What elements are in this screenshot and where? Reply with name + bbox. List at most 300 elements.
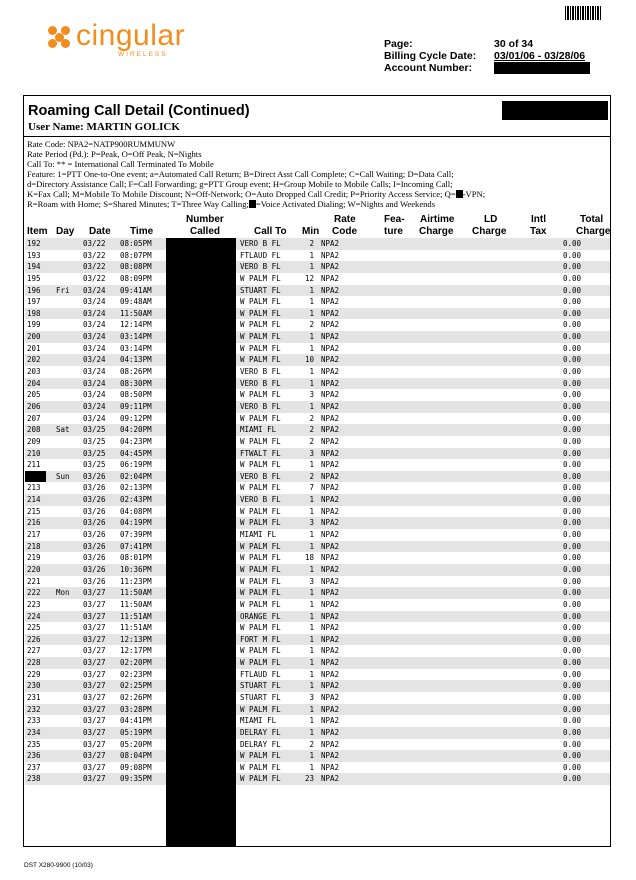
cell-time: 09:41AM xyxy=(120,285,152,295)
cell-time: 02:13PM xyxy=(120,483,152,493)
cell-date: 03/24 xyxy=(83,367,106,377)
cell-min: 3 xyxy=(309,692,314,702)
cell-item: 208 xyxy=(27,425,41,435)
cell-total-charge: 0.00 xyxy=(563,273,582,283)
cell-total-charge: 0.00 xyxy=(563,390,582,400)
code-legend xyxy=(27,139,485,209)
col-airtime-1: Airtime xyxy=(420,214,455,225)
cell-call-to: FTWALT FL xyxy=(240,448,281,458)
cell-min: 1 xyxy=(309,401,314,411)
section-title: Roaming Call Detail (Continued) xyxy=(28,103,250,119)
cell-call-to: W PALM FL xyxy=(240,564,281,574)
cell-call-to: W PALM FL xyxy=(240,390,281,400)
cell-call-to: VERO B FL xyxy=(240,378,281,388)
cell-date: 03/26 xyxy=(83,576,106,586)
cell-call-to: W PALM FL xyxy=(240,460,281,470)
cell-call-to: VERO B FL xyxy=(240,401,281,411)
col-rate-2: Code xyxy=(332,226,357,237)
cell-total-charge: 0.00 xyxy=(563,634,582,644)
cell-time: 08:26PM xyxy=(120,367,152,377)
call-table-body xyxy=(25,238,610,785)
cell-call-to: W PALM FL xyxy=(240,553,281,563)
cell-item: 229 xyxy=(27,669,41,679)
cell-time: 09:35PM xyxy=(120,774,152,784)
page-label: Page: xyxy=(384,38,413,50)
cell-item: 225 xyxy=(27,623,41,633)
cell-item: 195 xyxy=(27,273,41,283)
cell-item: 197 xyxy=(27,297,41,307)
cell-call-to: W PALM FL xyxy=(240,541,281,551)
cell-rate-code: NPA2 xyxy=(321,273,340,283)
cell-item: 220 xyxy=(27,564,41,574)
cell-call-to: VERO B FL xyxy=(240,239,281,248)
cell-call-to: DELRAY FL xyxy=(240,739,281,749)
cell-date: 03/24 xyxy=(83,390,106,400)
table-row xyxy=(25,354,610,366)
cell-total-charge: 0.00 xyxy=(563,774,582,784)
cell-date: 03/26 xyxy=(83,530,106,540)
cell-date: 03/25 xyxy=(83,436,106,446)
cell-total-charge: 0.00 xyxy=(563,530,582,540)
cell-rate-code: NPA2 xyxy=(321,623,340,633)
cell-total-charge: 0.00 xyxy=(563,285,582,295)
table-row xyxy=(25,459,610,471)
user-name-label: User Name: xyxy=(28,121,84,133)
cell-min: 1 xyxy=(309,716,314,726)
legend-feature-4a: R=Roam with Home; S=Shared Minutes; T=Three Way Calling; xyxy=(27,199,249,209)
cell-date: 03/26 xyxy=(83,495,106,505)
cell-item: 228 xyxy=(27,658,41,668)
table-row xyxy=(25,471,610,483)
cell-date: 03/24 xyxy=(83,332,106,342)
cell-call-to: VERO B FL xyxy=(240,262,281,272)
legend-rate-period: Rate Period (Pd.): P=Peak, O=Off Peak, N=Nights xyxy=(27,149,202,159)
col-number-1: Number xyxy=(186,214,224,225)
col-airtime-2: Charge xyxy=(419,226,454,237)
table-row xyxy=(25,238,610,250)
cell-min: 1 xyxy=(309,751,314,761)
billing-cycle-value: 03/01/06 - 03/28/06 xyxy=(494,50,586,62)
col-intl-1: Intl xyxy=(531,214,546,225)
account-number-label: Account Number: xyxy=(384,62,473,74)
account-number-redaction xyxy=(494,62,590,74)
table-row xyxy=(25,611,610,623)
cell-call-to: W PALM FL xyxy=(240,588,281,598)
cell-date: 03/27 xyxy=(83,681,106,691)
cell-rate-code: NPA2 xyxy=(321,553,340,563)
cell-call-to: W PALM FL xyxy=(240,599,281,609)
cell-total-charge: 0.00 xyxy=(563,239,582,248)
cell-time: 12:14PM xyxy=(120,320,152,330)
user-name-line xyxy=(28,121,180,133)
cell-item: 238 xyxy=(27,774,41,784)
cell-call-to: W PALM FL xyxy=(240,308,281,318)
cell-min: 2 xyxy=(309,320,314,330)
cell-call-to: VERO B FL xyxy=(240,471,281,481)
cell-rate-code: NPA2 xyxy=(321,378,340,388)
cell-call-to: W PALM FL xyxy=(240,646,281,656)
cell-date: 03/24 xyxy=(83,413,106,423)
cell-item: 192 xyxy=(27,239,41,248)
cell-rate-code: NPA2 xyxy=(321,530,340,540)
cell-item: 217 xyxy=(27,530,41,540)
cell-total-charge: 0.00 xyxy=(563,436,582,446)
table-row xyxy=(25,715,610,727)
cell-call-to: W PALM FL xyxy=(240,436,281,446)
cell-date: 03/24 xyxy=(83,320,106,330)
legend-call-to: Call To: ** = International Call Terminated To Mobile xyxy=(27,159,214,169)
cell-rate-code: NPA2 xyxy=(321,564,340,574)
table-row xyxy=(25,634,610,646)
cell-total-charge: 0.00 xyxy=(563,262,582,272)
cell-date: 03/27 xyxy=(83,646,106,656)
col-total-2: Charge xyxy=(576,226,611,237)
cell-time: 11:23PM xyxy=(120,576,152,586)
cell-min: 1 xyxy=(309,332,314,342)
cell-item: 230 xyxy=(27,681,41,691)
cell-total-charge: 0.00 xyxy=(563,518,582,528)
cell-time: 03:14PM xyxy=(120,343,152,353)
cell-total-charge: 0.00 xyxy=(563,611,582,621)
cell-rate-code: NPA2 xyxy=(321,448,340,458)
cell-item: 237 xyxy=(27,762,41,772)
table-row xyxy=(25,552,610,564)
cell-total-charge: 0.00 xyxy=(563,669,582,679)
cell-min: 2 xyxy=(309,239,314,248)
cell-time: 03:28PM xyxy=(120,704,152,714)
cell-date: 03/26 xyxy=(83,564,106,574)
table-row xyxy=(25,645,610,657)
cell-date: 03/27 xyxy=(83,739,106,749)
cell-call-to: STUART FL xyxy=(240,285,281,295)
cell-total-charge: 0.00 xyxy=(563,320,582,330)
cell-item: 222 xyxy=(27,588,41,598)
table-row xyxy=(25,343,610,355)
cell-min: 1 xyxy=(309,634,314,644)
billing-info xyxy=(384,38,604,74)
cell-time: 07:39PM xyxy=(120,530,152,540)
col-day: Day xyxy=(56,226,75,237)
cell-min: 1 xyxy=(309,762,314,772)
cell-min: 2 xyxy=(309,471,314,481)
cell-total-charge: 0.00 xyxy=(563,564,582,574)
cell-rate-code: NPA2 xyxy=(321,483,340,493)
cell-item: 211 xyxy=(27,460,41,470)
table-row xyxy=(25,448,610,460)
cell-rate-code: NPA2 xyxy=(321,297,340,307)
cell-date: 03/22 xyxy=(83,273,106,283)
cell-min: 23 xyxy=(304,774,314,784)
table-row xyxy=(25,773,610,785)
legend-feature-2: d=Directory Assistance Call; F=Call Forwarding; g=PTT Group event; H=Group Mobile to Mobile Calls; I=Incoming Call; xyxy=(27,179,453,189)
col-rate-1: Rate xyxy=(334,214,356,225)
cell-min: 10 xyxy=(304,355,314,365)
cell-call-to: MIAMI FL xyxy=(240,530,277,540)
number-called-redaction xyxy=(166,238,236,847)
cell-item: 233 xyxy=(27,716,41,726)
cell-min: 1 xyxy=(309,250,314,260)
col-item: Item xyxy=(27,226,48,237)
table-row xyxy=(25,331,610,343)
cell-time: 12:13PM xyxy=(120,634,152,644)
cell-item: 218 xyxy=(27,541,41,551)
cell-rate-code: NPA2 xyxy=(321,436,340,446)
cell-total-charge: 0.00 xyxy=(563,448,582,458)
cell-item: 198 xyxy=(27,308,41,318)
cell-call-to: FTLAUD FL xyxy=(240,250,281,260)
cell-item: 231 xyxy=(27,692,41,702)
cell-call-to: W PALM FL xyxy=(240,355,281,365)
cell-item: 206 xyxy=(27,401,41,411)
cell-date: 03/26 xyxy=(83,483,106,493)
legend-feature-3 xyxy=(27,189,485,199)
cell-call-to: W PALM FL xyxy=(240,483,281,493)
table-row xyxy=(25,436,610,448)
cell-call-to: VERO B FL xyxy=(240,367,281,377)
cell-time: 09:48AM xyxy=(120,297,152,307)
cell-call-to: DELRAY FL xyxy=(240,727,281,737)
cell-min: 3 xyxy=(309,518,314,528)
cell-call-to: W PALM FL xyxy=(240,518,281,528)
cell-min: 3 xyxy=(309,576,314,586)
cell-date: 03/27 xyxy=(83,704,106,714)
cell-time: 11:51AM xyxy=(120,623,152,633)
table-row xyxy=(25,285,610,297)
cell-rate-code: NPA2 xyxy=(321,401,340,411)
table-row xyxy=(25,622,610,634)
cell-time: 04:13PM xyxy=(120,355,152,365)
table-row xyxy=(25,680,610,692)
table-row xyxy=(25,739,610,751)
cell-time: 02:20PM xyxy=(120,658,152,668)
cell-item: 210 xyxy=(27,448,41,458)
title-separator xyxy=(24,136,610,137)
cell-item: 213 xyxy=(27,483,41,493)
table-row xyxy=(25,319,610,331)
cell-time: 08:09PM xyxy=(120,273,152,283)
cell-rate-code: NPA2 xyxy=(321,239,340,248)
cell-call-to: W PALM FL xyxy=(240,506,281,516)
cell-min: 1 xyxy=(309,308,314,318)
cell-item: 232 xyxy=(27,704,41,714)
legend-rate-code: Rate Code: NPA2=NATP900RUMMUNW xyxy=(27,139,176,149)
cell-time: 08:05PM xyxy=(120,239,152,248)
table-row xyxy=(25,296,610,308)
cell-date: 03/27 xyxy=(83,599,106,609)
cell-call-to: W PALM FL xyxy=(240,623,281,633)
cell-call-to: STUART FL xyxy=(240,692,281,702)
cell-date: 03/25 xyxy=(83,425,106,435)
cell-total-charge: 0.00 xyxy=(563,692,582,702)
table-row xyxy=(25,424,610,436)
cell-call-to: MIAMI FL xyxy=(240,716,277,726)
cell-min: 3 xyxy=(309,448,314,458)
cell-rate-code: NPA2 xyxy=(321,588,340,598)
cingular-x-icon xyxy=(48,26,70,48)
cell-day: Sun xyxy=(56,471,70,481)
cell-rate-code: NPA2 xyxy=(321,681,340,691)
cell-date: 03/26 xyxy=(83,553,106,563)
cell-rate-code: NPA2 xyxy=(321,611,340,621)
cell-item: 207 xyxy=(27,413,41,423)
cell-date: 03/27 xyxy=(83,751,106,761)
cell-date: 03/27 xyxy=(83,727,106,737)
table-row xyxy=(25,587,610,599)
cell-min: 1 xyxy=(309,681,314,691)
cell-item: 205 xyxy=(27,390,41,400)
cingular-logo xyxy=(48,19,186,58)
cell-time: 04:45PM xyxy=(120,448,152,458)
cell-item: 199 xyxy=(27,320,41,330)
form-footer: DST X280-9900 (10/03) xyxy=(24,862,93,869)
billing-cycle-label: Billing Cycle Date: xyxy=(384,50,477,62)
cell-rate-code: NPA2 xyxy=(321,716,340,726)
cell-min: 7 xyxy=(309,483,314,493)
cell-item: 209 xyxy=(27,436,41,446)
cell-date: 03/27 xyxy=(83,634,106,644)
cell-item: 226 xyxy=(27,634,41,644)
cell-min: 1 xyxy=(309,704,314,714)
cell-total-charge: 0.00 xyxy=(563,716,582,726)
table-row xyxy=(25,401,610,413)
cell-call-to: W PALM FL xyxy=(240,704,281,714)
cell-total-charge: 0.00 xyxy=(563,704,582,714)
cell-item: 200 xyxy=(27,332,41,342)
table-row xyxy=(25,762,610,774)
cell-item: 227 xyxy=(27,646,41,656)
cell-item: 202 xyxy=(27,355,41,365)
col-min: Min xyxy=(302,226,320,237)
cell-call-to: VERO B FL xyxy=(240,495,281,505)
cell-date: 03/24 xyxy=(83,355,106,365)
cell-call-to: W PALM FL xyxy=(240,762,281,772)
cell-total-charge: 0.00 xyxy=(563,343,582,353)
cell-date: 03/26 xyxy=(83,471,106,481)
table-row xyxy=(25,366,610,378)
table-row xyxy=(25,564,610,576)
cell-date: 03/27 xyxy=(83,658,106,668)
cell-call-to: STUART FL xyxy=(240,681,281,691)
cell-total-charge: 0.00 xyxy=(563,506,582,516)
cell-total-charge: 0.00 xyxy=(563,460,582,470)
cell-rate-code: NPA2 xyxy=(321,576,340,586)
cell-rate-code: NPA2 xyxy=(321,495,340,505)
cell-min: 1 xyxy=(309,646,314,656)
cell-time: 09:08PM xyxy=(120,762,152,772)
cell-total-charge: 0.00 xyxy=(563,413,582,423)
cell-call-to: W PALM FL xyxy=(240,658,281,668)
cell-rate-code: NPA2 xyxy=(321,506,340,516)
cell-total-charge: 0.00 xyxy=(563,495,582,505)
col-ld-2: Charge xyxy=(472,226,507,237)
cell-time: 11:50AM xyxy=(120,308,152,318)
cell-date: 03/25 xyxy=(83,448,106,458)
cell-total-charge: 0.00 xyxy=(563,483,582,493)
cell-min: 1 xyxy=(309,297,314,307)
table-row xyxy=(25,541,610,553)
cell-min: 1 xyxy=(309,530,314,540)
cell-date: 03/26 xyxy=(83,541,106,551)
brand-subtitle: WIRELESS xyxy=(118,51,168,58)
cell-min: 1 xyxy=(309,285,314,295)
cell-min: 1 xyxy=(309,262,314,272)
cell-date: 03/27 xyxy=(83,716,106,726)
cell-total-charge: 0.00 xyxy=(563,681,582,691)
cell-time: 02:04PM xyxy=(120,471,152,481)
table-row xyxy=(25,413,610,425)
cell-time: 02:23PM xyxy=(120,669,152,679)
cell-total-charge: 0.00 xyxy=(563,646,582,656)
brand-name: cingular xyxy=(76,19,186,52)
cell-item: 193 xyxy=(27,250,41,260)
cell-day: Fri xyxy=(56,285,70,295)
cell-date: 03/22 xyxy=(83,239,106,248)
table-row xyxy=(25,261,610,273)
cell-total-charge: 0.00 xyxy=(563,576,582,586)
cell-time: 08:04PM xyxy=(120,751,152,761)
cell-time: 02:25PM xyxy=(120,681,152,691)
cell-min: 2 xyxy=(309,436,314,446)
table-row xyxy=(25,657,610,669)
cell-total-charge: 0.00 xyxy=(563,623,582,633)
cell-min: 1 xyxy=(309,588,314,598)
cell-rate-code: NPA2 xyxy=(321,308,340,318)
cell-min: 2 xyxy=(309,413,314,423)
cell-min: 1 xyxy=(309,541,314,551)
cell-call-to: W PALM FL xyxy=(240,751,281,761)
cell-date: 03/27 xyxy=(83,669,106,679)
cell-time: 11:51AM xyxy=(120,611,152,621)
legend-feature-3a: K=Fax Call; M=Mobile To Mobile Discount; N=Off-Network; O=Auto Dropped Call Credit; P=Priority Access Service; Q= xyxy=(27,189,456,199)
cell-time: 11:50AM xyxy=(120,599,152,609)
cell-rate-code: NPA2 xyxy=(321,343,340,353)
cell-rate-code: NPA2 xyxy=(321,541,340,551)
cell-date: 03/24 xyxy=(83,378,106,388)
cell-min: 2 xyxy=(309,425,314,435)
cell-call-to: ORANGE FL xyxy=(240,611,281,621)
cell-rate-code: NPA2 xyxy=(321,320,340,330)
cell-call-to: W PALM FL xyxy=(240,320,281,330)
cell-rate-code: NPA2 xyxy=(321,634,340,644)
cell-rate-code: NPA2 xyxy=(321,692,340,702)
cell-call-to: MIAMI FL xyxy=(240,425,277,435)
cell-item: 216 xyxy=(27,518,41,528)
cell-total-charge: 0.00 xyxy=(563,553,582,563)
cell-min: 18 xyxy=(304,553,314,563)
cell-time: 07:41PM xyxy=(120,541,152,551)
cell-time: 08:01PM xyxy=(120,553,152,563)
cell-call-to: W PALM FL xyxy=(240,576,281,586)
legend-feature-4 xyxy=(27,199,485,209)
cell-min: 1 xyxy=(309,611,314,621)
cell-item: 224 xyxy=(27,611,41,621)
cell-min: 1 xyxy=(309,343,314,353)
cell-time: 10:36PM xyxy=(120,564,152,574)
cell-item: 201 xyxy=(27,343,41,353)
col-call-to: Call To xyxy=(254,226,287,237)
col-fea-2: ture xyxy=(384,226,403,237)
cell-time: 05:20PM xyxy=(120,739,152,749)
cell-date: 03/27 xyxy=(83,762,106,772)
cell-total-charge: 0.00 xyxy=(563,471,582,481)
table-row xyxy=(25,482,610,494)
cell-rate-code: NPA2 xyxy=(321,390,340,400)
cell-time: 08:07PM xyxy=(120,250,152,260)
cell-date: 03/24 xyxy=(83,308,106,318)
cell-date: 03/24 xyxy=(83,401,106,411)
cell-time: 06:19PM xyxy=(120,460,152,470)
cell-rate-code: NPA2 xyxy=(321,669,340,679)
